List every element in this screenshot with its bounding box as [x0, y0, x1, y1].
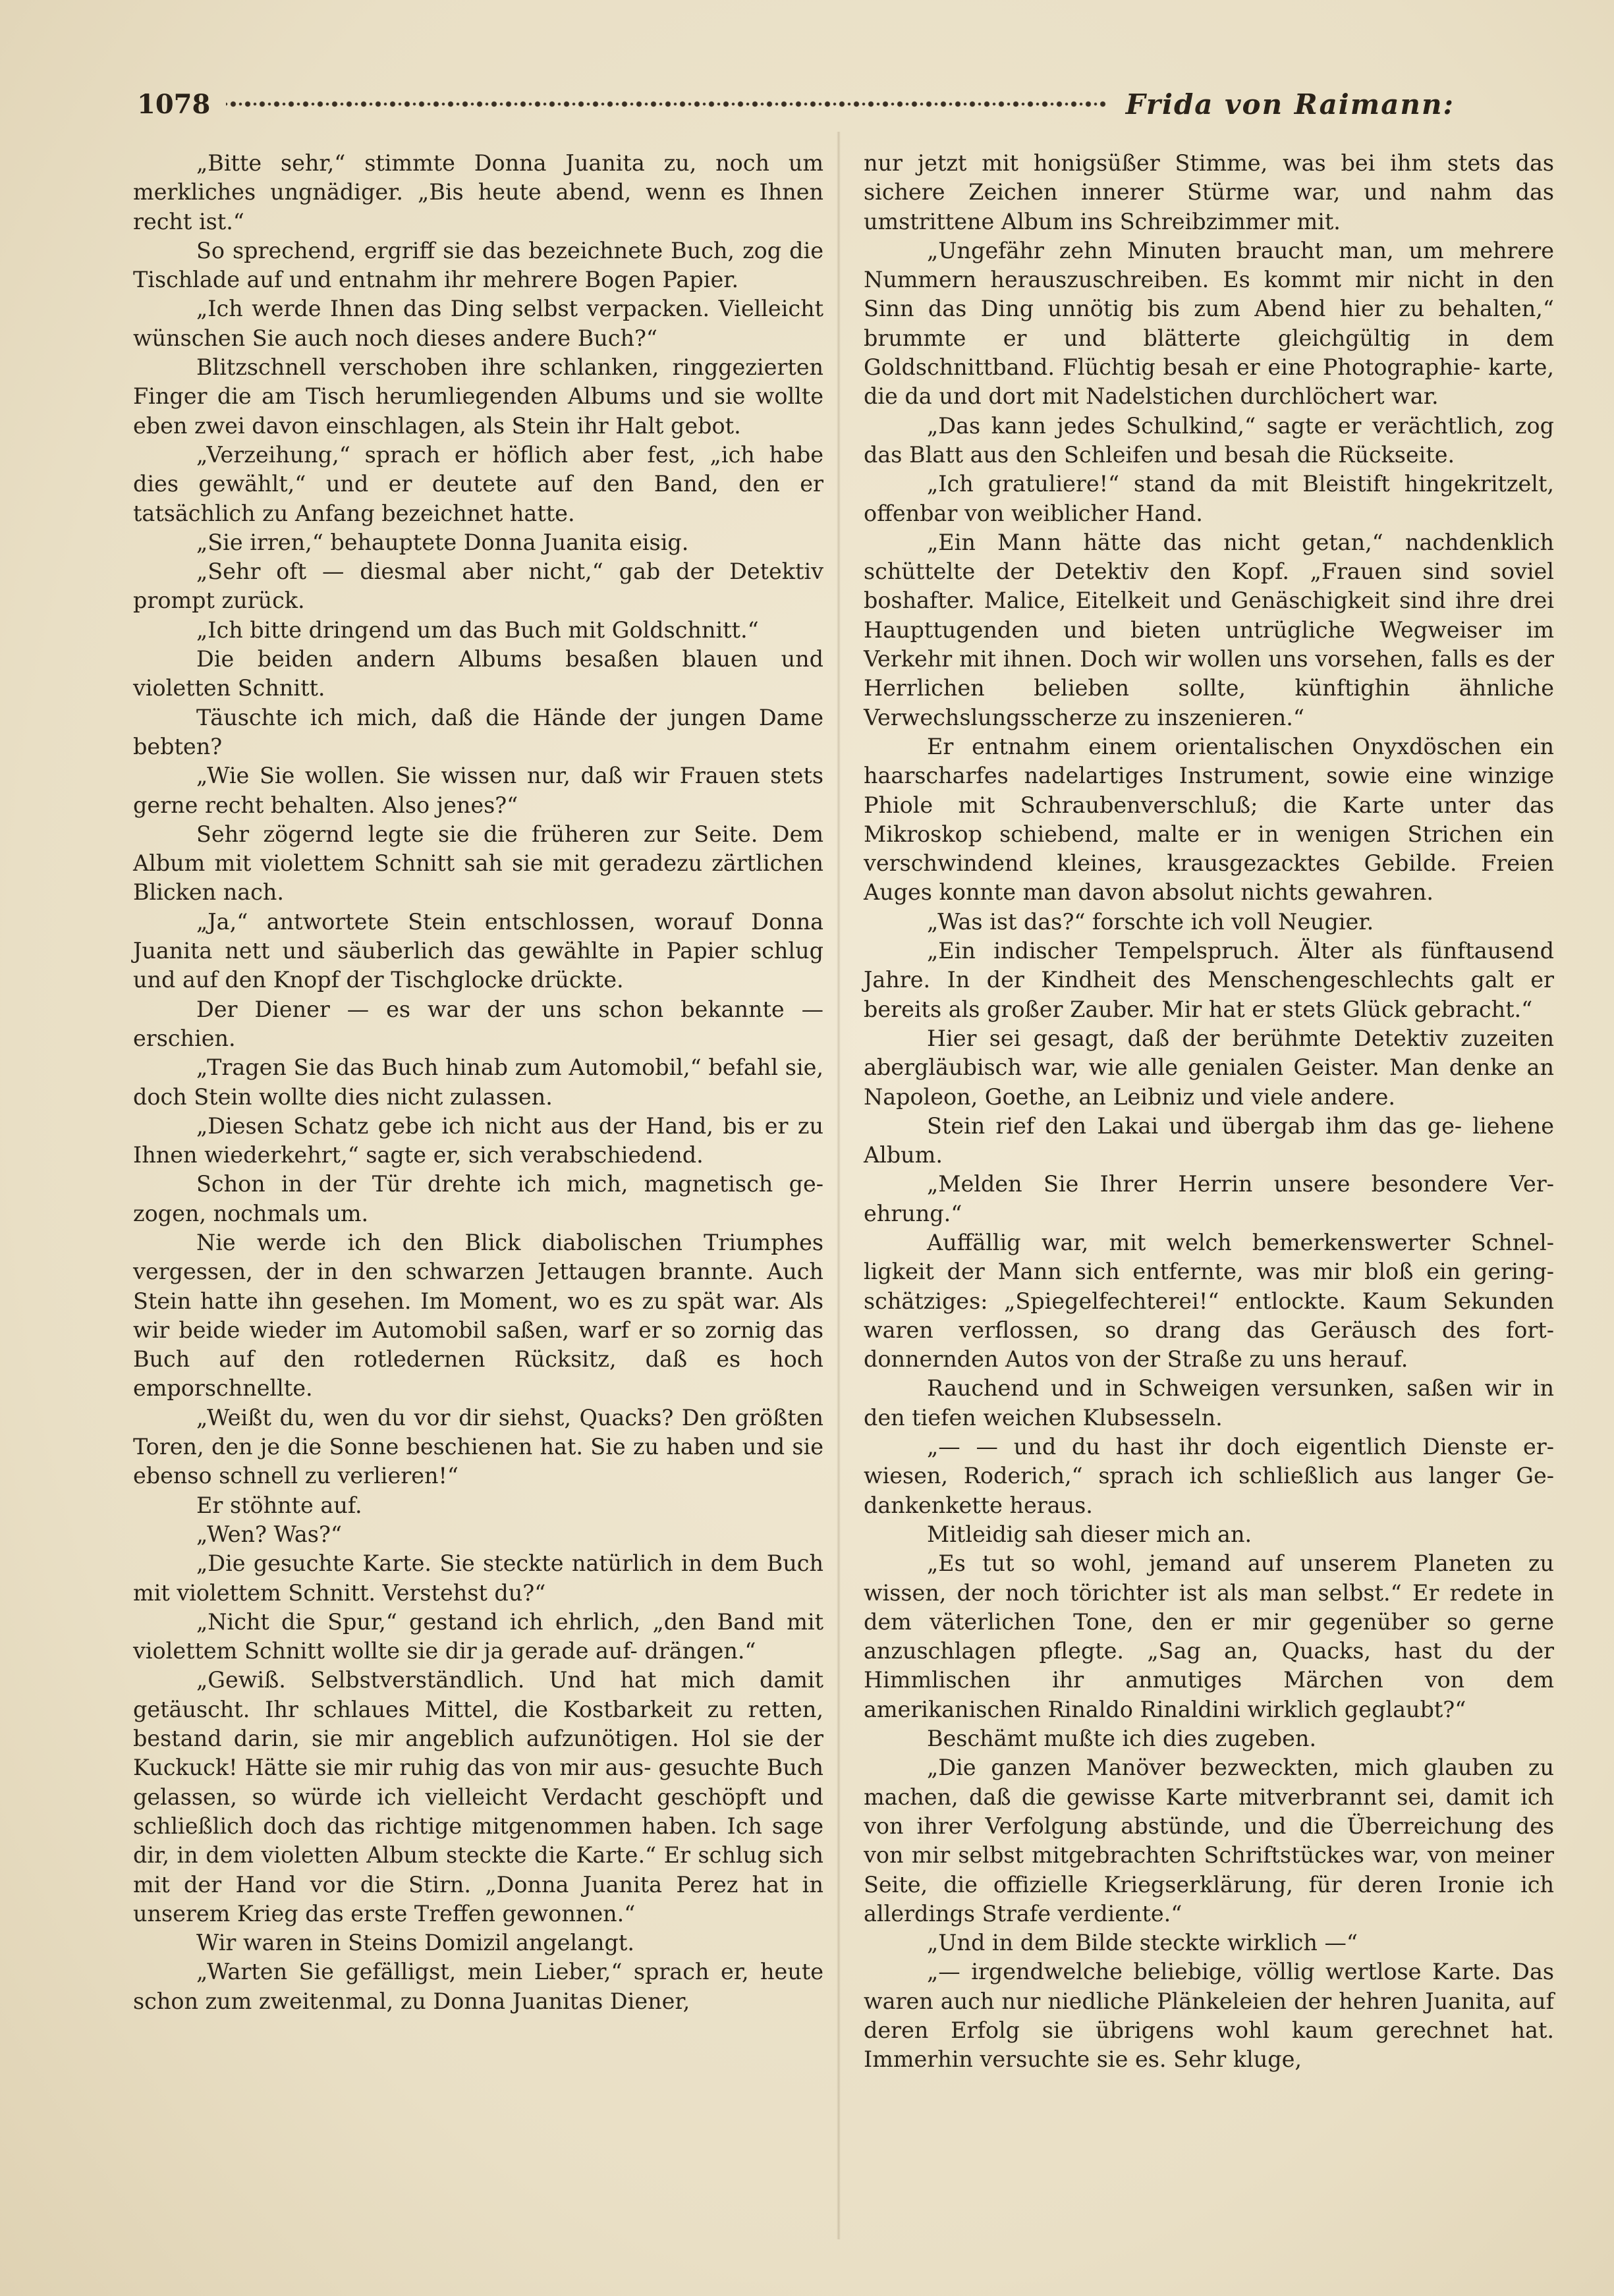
paragraph: „Gewiß. Selbstverständlich. Und hat mich damit getäuscht. Ihr schlaues Mittel, die Kostbarkeit zu retten, bestand darin, sie mir angeblich aufzunötigen. Hol sie der Kuckuck! Hätte sie mir ruhig das von mir aus- gesuchte Buch gelassen, so würde ich vielleicht Verdacht geschöpft und schließlich doch das richtige mitgenommen haben. Ich sage dir, in dem violetten Album steckte die Karte.“ Er schlug sich mit der Hand vor die Stirn. „Donna Juanita Perez hat in unserem Krieg das erste Treffen gewonnen.“: [133, 1667, 823, 1927]
running-head: Frida von Raimann:: [1125, 88, 1455, 121]
text-column-right: [864, 149, 1554, 2075]
paragraph: „Ein indischer Tempelspruch. Älter als fünftausend Jahre. In der Kindheit des Menschengeschlechts galt er bereits als großer Zauber. Mir hat er stets Glück gebracht.“: [864, 938, 1554, 1022]
paragraph: Sehr zögernd legte sie die früheren zur Seite. Dem Album mit violettem Schnitt sah sie mit geradezu zärtlichen Blicken nach.: [133, 821, 823, 906]
paragraph: „Warten Sie gefälligst, mein Lieber,“ sprach er, heute schon zum zweitenmal, zu Donna Juanitas Diener,: [133, 1959, 823, 2014]
paragraph: Täuschte ich mich, daß die Hände der jungen Dame bebten?: [133, 704, 823, 759]
paragraph: „Und in dem Bilde steckte wirklich —“: [927, 1930, 1358, 1956]
paragraph: „Es tut so wohl, jemand auf unserem Planeten zu wissen, der noch törichter ist als man selbst.“ Er redete in dem väterlichen Tone, den er mir gegenüber so gerne anzuschlagen pflegte. „Sag an, Quacks, hast du der Himmlischen ihr anmutiges Märchen von dem amerikanischen Rinaldo Rinaldini wirklich geglaubt?“: [864, 1550, 1554, 1722]
paragraph: „Melden Sie Ihrer Herrin unsere besondere Ver- ehrung.“: [864, 1171, 1554, 1226]
paragraph: „Ich bitte dringend um das Buch mit Goldschnitt.“: [196, 616, 759, 643]
paragraph: „Die ganzen Manöver bezweckten, mich glauben zu machen, daß die gewisse Karte mitverbrannt sei, damit ich von ihrer Verfolgung abstünde, und die Überreichung des von mir selbst mitgebrachten Schriftstückes war, von meiner Seite, die offizielle Kriegserklärung, für deren Ironie ich allerdings Strafe verdiente.“: [864, 1755, 1554, 1927]
paragraph: „— irgendwelche beliebige, völlig wertlose Karte. Das waren auch nur niedliche Plänkeleien der hehren Juanita, auf deren Erfolg sie übrigens wohl kaum gerechnet hat. Immerhin versuchte sie es. Sehr kluge,: [864, 1959, 1554, 2073]
ornamental-rule: [226, 96, 1107, 112]
paragraph: „Verzeihung,“ sprach er höflich aber fest, „ich habe dies gewählt,“ und er deutete auf den Band, den er tatsächlich zu Anfang bezeichnet hatte.: [133, 441, 823, 526]
paragraph: So sprechend, ergriff sie das bezeichnete Buch, zog die Tischlade auf und entnahm ihr mehrere Bogen Papier.: [133, 237, 823, 293]
paragraph: „— — und du hast ihr doch eigentlich Dienste er- wiesen, Roderich,“ sprach ich schließlich aus langer Ge- dankenkette heraus.: [864, 1434, 1554, 1518]
paragraph: Mitleidig sah dieser mich an.: [927, 1521, 1252, 1547]
paragraph: „Weißt du, wen du vor dir siehst, Quacks? Den größten Toren, den je die Sonne beschienen hat. Sie zu haben und sie ebenso schnell zu verlieren!“: [133, 1404, 823, 1489]
paragraph: Hier sei gesagt, daß der berühmte Detektiv zuzeiten abergläubisch war, wie alle genialen Geister. Man denke an Napoleon, Goethe, an Leibniz und viele andere.: [864, 1025, 1554, 1110]
paragraph: „Das kann jedes Schulkind,“ sagte er verächtlich, zog das Blatt aus den Schleifen und besah die Rückseite.: [864, 412, 1554, 468]
paragraph: nur jetzt mit honigsüßer Stimme, was bei ihm stets das sichere Zeichen innerer Stürme war, und nahm das umstrittene Album ins Schreibzimmer mit.: [864, 150, 1554, 234]
paragraph: Rauchend und in Schweigen versunken, saßen wir in den tiefen weichen Klubsesseln.: [864, 1375, 1554, 1431]
paragraph: „Sie irren,“ behauptete Donna Juanita eisig.: [196, 529, 689, 555]
paragraph: „Was ist das?“ forschte ich voll Neugier.: [927, 908, 1374, 935]
paragraph: Wir waren in Steins Domizil angelangt.: [196, 1930, 634, 1956]
text-column-left: [133, 149, 823, 2016]
paragraph: Stein rief den Lakai und übergab ihm das ge- liehene Album.: [864, 1112, 1554, 1168]
paragraph: „Diesen Schatz gebe ich nicht aus der Hand, bis er zu Ihnen wiederkehrt,“ sagte er, sich verabschiedend.: [133, 1112, 823, 1168]
paragraph: „Bitte sehr,“ stimmte Donna Juanita zu, noch um merkliches ungnädiger. „Bis heute abend, wenn es Ihnen recht ist.“: [133, 150, 823, 234]
page-header: [137, 78, 1455, 130]
paragraph: Er entnahm einem orientalischen Onyxdöschen ein haarscharfes nadelartiges Instrument, sowie eine winzige Phiole mit Schraubenverschluß; die Karte unter das Mikroskop schiebend, malte er in wenigen Strichen ein verschwindend kleines, krausgezacktes Gebilde. Freien Auges konnte man davon absolut nichts gewahren.: [864, 733, 1554, 906]
paragraph: „Ja,“ antwortete Stein entschlossen, worauf Donna Juanita nett und säuberlich das gewählte in Papier schlug und auf den Knopf der Tischglocke drückte.: [133, 908, 823, 993]
paragraph: Auffällig war, mit welch bemerkenswerter Schnel- ligkeit der Mann sich entfernte, was mir bloß ein gering- schätziges: „Spiegelfechterei!“ entlockte. Kaum Sekunden waren verflossen, so drang das Geräusch des fort- donnernden Autos von der Straße zu uns herauf.: [864, 1229, 1554, 1373]
paragraph: Schon in der Tür drehte ich mich, magnetisch ge- zogen, nochmals um.: [133, 1171, 823, 1226]
paragraph: Er stöhnte auf.: [196, 1492, 362, 1518]
paragraph: „Ungefähr zehn Minuten braucht man, um mehrere Nummern herauszuschreiben. Es kommt mir nicht in den Sinn das Ding unnötig bis zum Abend hier zu behalten,“ brummte er und blätterte gleichgültig in dem Goldschnittband. Flüchtig besah er eine Photographie- karte, die da und dort mit Nadelstichen durchlöchert war.: [864, 237, 1554, 410]
paragraph: Der Diener — es war der uns schon bekannte — erschien.: [133, 996, 823, 1051]
column-gutter-shadow: [837, 132, 841, 2239]
paragraph: „Sehr oft — diesmal aber nicht,“ gab der Detektiv prompt zurück.: [133, 559, 823, 614]
paragraph: „Die gesuchte Karte. Sie steckte natürlich in dem Buch mit violettem Schnitt. Verstehst du?“: [133, 1550, 823, 1606]
paragraph: „Tragen Sie das Buch hinab zum Automobil,“ befahl sie, doch Stein wollte dies nicht zulassen.: [133, 1054, 823, 1110]
paragraph: „Ich werde Ihnen das Ding selbst verpacken. Vielleicht wünschen Sie auch noch dieses andere Buch?“: [133, 296, 823, 351]
paragraph: „Wie Sie wollen. Sie wissen nur, daß wir Frauen stets gerne recht behalten. Also jenes?“: [133, 763, 823, 818]
paragraph: „Wen? Was?“: [196, 1521, 342, 1547]
paragraph: Die beiden andern Albums besaßen blauen und violetten Schnitt.: [133, 646, 823, 701]
page-number: 1078: [137, 88, 211, 120]
paragraph: Blitzschnell verschoben ihre schlanken, ringgezierten Finger die am Tisch herumliegenden Albums und sie wollte eben zwei davon einschlagen, als Stein ihr Halt gebot.: [133, 354, 823, 439]
paragraph: Nie werde ich den Blick diabolischen Triumphes vergessen, der in den schwarzen Jettaugen brannte. Auch Stein hatte ihn gesehen. Im Moment, wo es zu spät war. Als wir beide wieder im Automobil saßen, warf er so zornig das Buch auf den rotledernen Rücksitz, daß es hoch emporschnellte.: [133, 1229, 823, 1402]
paragraph: „Nicht die Spur,“ gestand ich ehrlich, „den Band mit violettem Schnitt wollte sie dir ja gerade auf- drängen.“: [133, 1608, 823, 1664]
paragraph: „Ein Mann hätte das nicht getan,“ nachdenklich schüttelte der Detektiv den Kopf. „Frauen sind soviel boshafter. Malice, Eitelkeit und Genäschigkeit sind ihre drei Haupttugenden und bieten untrügliche Wegweiser im Verkehr mit ihnen. Doch wir wollen uns vorsehen, falls es der Herrlichen belieben sollte, künftighin ähnliche Verwechslungsscherze zu inszenieren.“: [864, 529, 1554, 730]
paragraph: „Ich gratuliere!“ stand da mit Bleistift hingekritzelt, offenbar von weiblicher Hand.: [864, 471, 1554, 526]
paragraph: Beschämt mußte ich dies zugeben.: [927, 1726, 1317, 1752]
